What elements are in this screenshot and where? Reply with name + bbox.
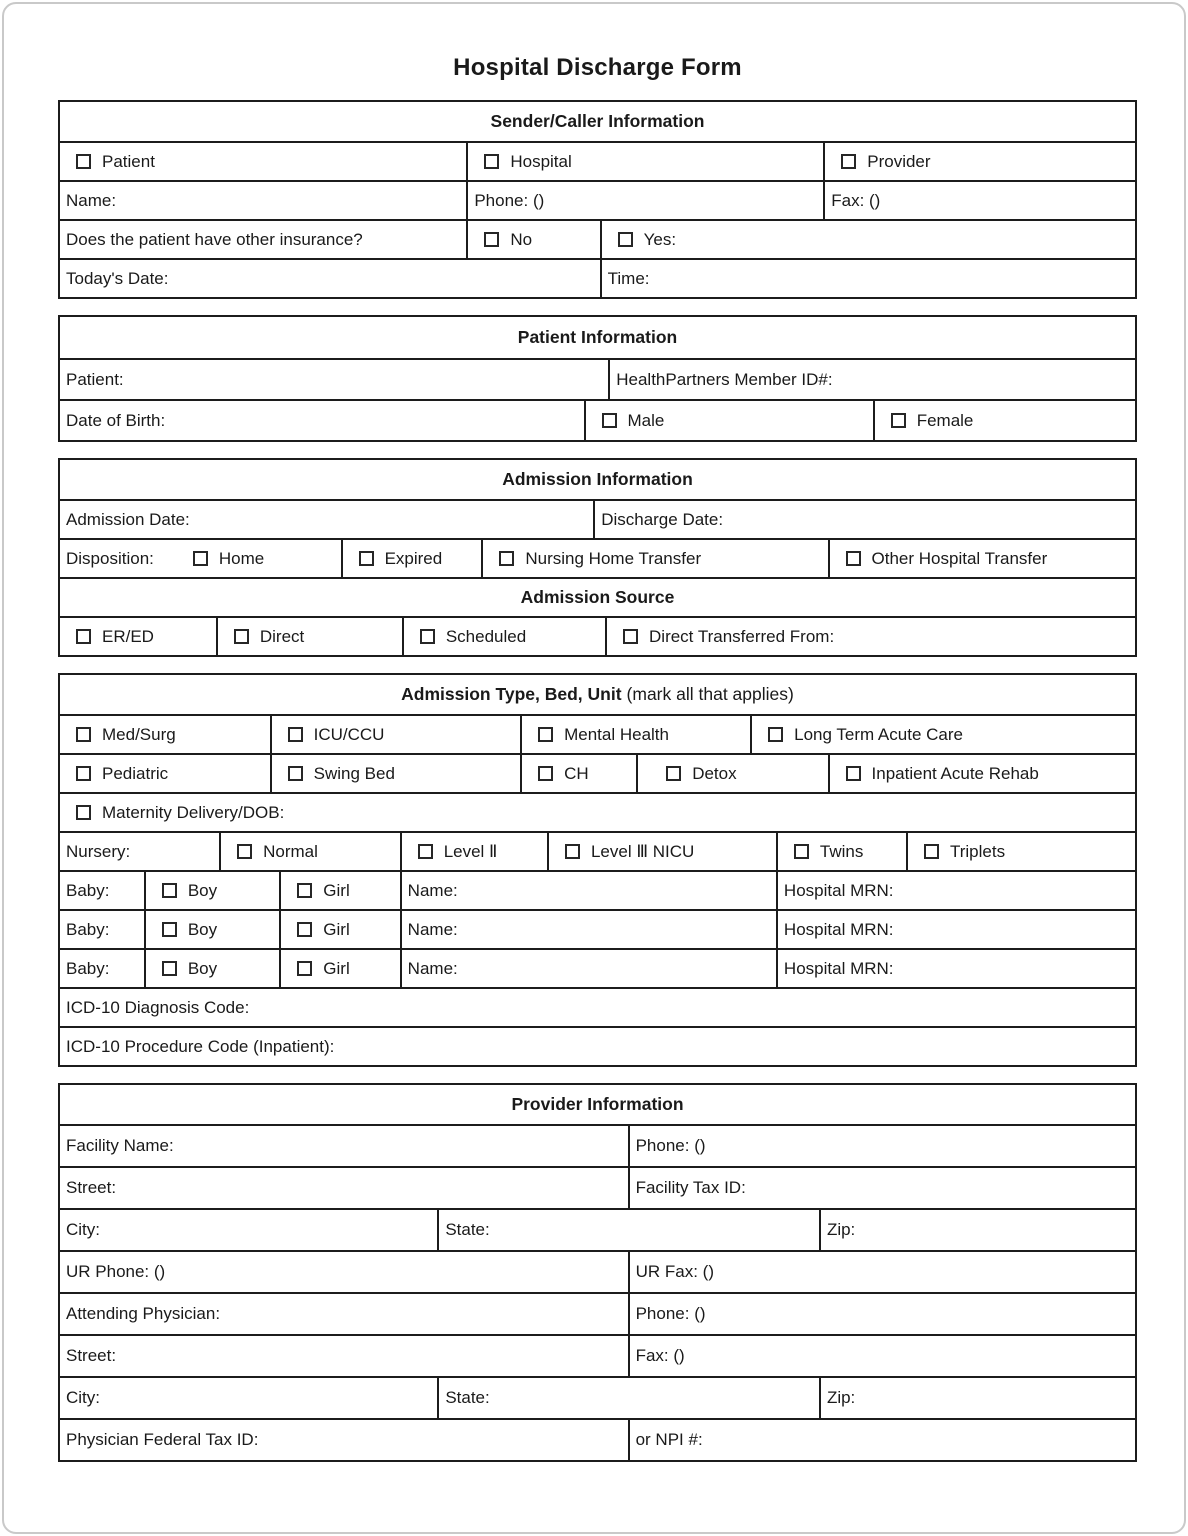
baby3-girl-checkbox[interactable] (297, 961, 312, 976)
maternity-cell[interactable] (60, 794, 1135, 831)
maternity-checkbox[interactable] (76, 805, 91, 820)
source-er-ed-checkbox[interactable] (76, 629, 91, 644)
sender-heading: Sender/Caller Information (490, 111, 705, 132)
facility-street-label: Street: (66, 1178, 117, 1198)
icd-diagnosis-label: ICD-10 Diagnosis Code: (66, 997, 250, 1017)
todays-date-label: Today's Date: (66, 268, 169, 288)
facility-name-field[interactable] (60, 1126, 628, 1166)
provider-info-section (58, 1083, 1137, 1462)
facility-city-row (60, 1208, 1135, 1250)
patient-info-section (58, 315, 1137, 442)
baby-row-1 (60, 870, 1135, 909)
swing-bed-cell (270, 755, 520, 792)
member-id-label: HealthPartners Member ID#: (616, 369, 833, 389)
disposition-expired-cell (341, 540, 482, 577)
baby3-mrn-label: Hospital MRN: (783, 958, 894, 978)
nursery-triplets-label: Triplets (949, 841, 1006, 861)
discharge-date-label: Discharge Date: (601, 509, 724, 529)
insurance-row (60, 219, 1135, 258)
sender-type-row (60, 141, 1135, 180)
time-label: Time: (607, 268, 650, 288)
sender-patient-cell (60, 143, 466, 180)
admission-type-heading: Admission Type, Bed, Unit (401, 684, 622, 705)
patient-id-row (60, 358, 1135, 399)
baby1-mrn-field[interactable] (776, 872, 1135, 909)
baby2-boy-cell (144, 911, 279, 948)
sender-hospital-cell (466, 143, 823, 180)
ch-cell (520, 755, 636, 792)
ltac-label: Long Term Acute Care (794, 724, 963, 744)
baby2-mrn-label: Hospital MRN: (783, 919, 894, 939)
source-er-ed-cell (60, 618, 216, 655)
hospital-checkbox[interactable] (484, 154, 499, 169)
insurance-yes-label: Yes: (643, 229, 677, 249)
source-scheduled-cell (402, 618, 605, 655)
disposition-label: Disposition: (66, 548, 154, 568)
maternity-row (60, 792, 1135, 831)
provider-heading-row (60, 1085, 1135, 1124)
disposition-other-hospital-label: Other Hospital Transfer (871, 548, 1048, 568)
physician-city-field[interactable] (60, 1378, 437, 1418)
physician-city-row (60, 1376, 1135, 1418)
icd-procedure-label: ICD-10 Procedure Code (Inpatient): (66, 1036, 335, 1056)
sender-caller-section (58, 100, 1137, 299)
baby1-girl-label: Girl (323, 880, 350, 900)
baby3-girl-label: Girl (323, 958, 350, 978)
todays-date-field[interactable] (60, 260, 600, 297)
nursery-level3-nicu-cell (547, 833, 776, 870)
source-direct-checkbox[interactable] (234, 629, 249, 644)
nursery-level2-cell (400, 833, 547, 870)
pediatric-label: Pediatric (102, 763, 169, 783)
female-label: Female (916, 410, 974, 430)
disposition-home-cell (60, 540, 341, 577)
female-checkbox[interactable] (891, 413, 906, 428)
baby1-name-label: Name: (407, 880, 458, 900)
med-surg-checkbox[interactable] (76, 727, 91, 742)
baby3-boy-checkbox[interactable] (162, 961, 177, 976)
npi-field[interactable] (628, 1420, 1135, 1460)
baby2-girl-checkbox[interactable] (297, 922, 312, 937)
sender-name-field[interactable] (60, 182, 466, 219)
type-row-2 (60, 753, 1135, 792)
physician-phone-label: Phone: () (635, 1304, 706, 1324)
baby1-label: Baby: (66, 880, 110, 900)
facility-state-label: State: (445, 1220, 490, 1240)
baby1-girl-checkbox[interactable] (297, 883, 312, 898)
baby2-label: Baby: (66, 919, 110, 939)
disposition-expired-checkbox[interactable] (359, 551, 374, 566)
nursery-normal-checkbox[interactable] (237, 844, 252, 859)
admission-dates-row (60, 499, 1135, 538)
insurance-yes-cell[interactable] (600, 221, 1135, 258)
nursery-normal-label: Normal (263, 841, 318, 861)
inpatient-rehab-checkbox[interactable] (846, 766, 861, 781)
ur-phone-label: UR Phone: () (66, 1262, 166, 1282)
physician-fed-tax-id-label: Physician Federal Tax ID: (66, 1430, 259, 1450)
baby3-girl-cell (279, 950, 399, 987)
dob-field[interactable] (60, 401, 584, 440)
baby3-name-label: Name: (407, 958, 458, 978)
sender-contact-row (60, 180, 1135, 219)
baby2-name-field[interactable] (400, 911, 776, 948)
physician-fax-field[interactable] (628, 1336, 1135, 1376)
baby1-name-field[interactable] (400, 872, 776, 909)
baby1-boy-label: Boy (187, 880, 218, 900)
physician-fax-label: Fax: () (635, 1346, 685, 1366)
page-title: Hospital Discharge Form (453, 54, 742, 81)
disposition-nursing-home-cell (481, 540, 827, 577)
icu-ccu-cell (270, 716, 520, 753)
icu-ccu-checkbox[interactable] (288, 727, 303, 742)
male-cell (584, 401, 873, 440)
insurance-question-cell (60, 221, 466, 258)
med-surg-cell (60, 716, 270, 753)
ur-fax-label: UR Fax: () (635, 1262, 714, 1282)
ch-label: CH (564, 763, 589, 783)
baby3-label-cell (60, 950, 144, 987)
nursery-triplets-cell (906, 833, 1135, 870)
sender-name-label: Name: (66, 190, 117, 210)
source-direct-label: Direct (259, 626, 305, 646)
detox-checkbox[interactable] (666, 766, 681, 781)
sender-provider-cell (823, 143, 1135, 180)
nursery-level2-checkbox[interactable] (418, 844, 433, 859)
nursery-twins-cell (776, 833, 906, 870)
nursery-twins-label: Twins (819, 841, 864, 861)
admission-date-field[interactable] (60, 501, 593, 538)
detox-cell (636, 755, 827, 792)
physician-state-field[interactable] (437, 1378, 819, 1418)
male-label: Male (627, 410, 665, 430)
baby3-boy-label: Boy (187, 958, 218, 978)
dob-gender-row (60, 399, 1135, 440)
facility-state-field[interactable] (437, 1210, 819, 1250)
pediatric-cell (60, 755, 270, 792)
insurance-no-label: No (510, 229, 533, 249)
time-field[interactable] (600, 260, 1135, 297)
source-direct-transferred-checkbox[interactable] (623, 629, 638, 644)
hospital-checkbox-label: Hospital (510, 151, 572, 171)
member-id-field[interactable] (608, 360, 1135, 399)
inpatient-rehab-label: Inpatient Acute Rehab (871, 763, 1039, 783)
baby3-name-field[interactable] (400, 950, 776, 987)
nursery-row (60, 831, 1135, 870)
facility-city-label: City: (66, 1220, 100, 1240)
patient-heading: Patient Information (517, 327, 678, 348)
admission-source-heading-cell (60, 579, 1135, 616)
insurance-no-checkbox[interactable] (484, 232, 499, 247)
icd-diagnosis-row (60, 987, 1135, 1026)
sender-heading-row (60, 102, 1135, 141)
admission-heading-row (60, 460, 1135, 499)
facility-zip-field[interactable] (819, 1210, 1135, 1250)
baby2-boy-checkbox[interactable] (162, 922, 177, 937)
patient-checkbox-label: Patient (102, 151, 155, 171)
disposition-row (60, 538, 1135, 577)
date-time-row (60, 258, 1135, 297)
admission-type-section (58, 673, 1137, 1067)
baby1-mrn-label: Hospital MRN: (783, 880, 894, 900)
admission-info-section (58, 458, 1137, 657)
nursery-level2-label: Level Ⅱ (443, 841, 498, 861)
patient-checkbox[interactable] (76, 154, 91, 169)
dob-label: Date of Birth: (66, 410, 166, 430)
admission-source-heading: Admission Source (520, 587, 675, 608)
facility-zip-label: Zip: (826, 1220, 856, 1240)
facility-street-row (60, 1166, 1135, 1208)
disposition-other-hospital-cell (828, 540, 1135, 577)
baby3-label: Baby: (66, 958, 110, 978)
icd-procedure-field[interactable] (60, 1028, 1135, 1065)
discharge-date-field[interactable] (593, 501, 1135, 538)
nursery-twins-checkbox[interactable] (794, 844, 809, 859)
admission-source-row (60, 616, 1135, 655)
physician-zip-field[interactable] (819, 1378, 1135, 1418)
disposition-expired-label: Expired (384, 548, 443, 568)
physician-city-label: City: (66, 1388, 100, 1408)
nursery-label: Nursery: (66, 841, 131, 861)
inpatient-rehab-cell (828, 755, 1135, 792)
physician-state-label: State: (445, 1388, 490, 1408)
baby1-boy-checkbox[interactable] (162, 883, 177, 898)
source-scheduled-checkbox[interactable] (420, 629, 435, 644)
nursery-level3-nicu-checkbox[interactable] (565, 844, 580, 859)
disposition-home-label: Home (218, 548, 265, 568)
swing-bed-label: Swing Bed (313, 763, 395, 783)
facility-name-row (60, 1124, 1135, 1166)
disposition-other-hospital-checkbox[interactable] (846, 551, 861, 566)
med-surg-label: Med/Surg (102, 724, 176, 744)
baby2-girl-cell (279, 911, 399, 948)
source-er-ed-label: ER/ED (102, 626, 154, 646)
sender-phone-field[interactable] (466, 182, 823, 219)
nursery-label-cell (60, 833, 219, 870)
facility-tax-id-field[interactable] (628, 1168, 1135, 1208)
type-row-1 (60, 714, 1135, 753)
physician-phone-field[interactable] (628, 1294, 1135, 1334)
provider-heading-cell (60, 1085, 1135, 1124)
baby1-girl-cell (279, 872, 399, 909)
physician-zip-label: Zip: (826, 1388, 856, 1408)
baby1-boy-cell (144, 872, 279, 909)
swing-bed-checkbox[interactable] (288, 766, 303, 781)
source-direct-transferred-label: Direct Transferred From: (649, 626, 835, 646)
baby3-mrn-field[interactable] (776, 950, 1135, 987)
attending-physician-field[interactable] (60, 1294, 628, 1334)
ur-phone-row (60, 1250, 1135, 1292)
mental-health-cell (520, 716, 750, 753)
physician-street-field[interactable] (60, 1336, 628, 1376)
facility-tax-id-label: Facility Tax ID: (635, 1178, 746, 1198)
insurance-question-label: Does the patient have other insurance? (66, 229, 363, 249)
sender-heading-cell (60, 102, 1135, 141)
mental-health-checkbox[interactable] (538, 727, 553, 742)
provider-heading: Provider Information (511, 1094, 684, 1115)
sender-fax-label: Fax: () (831, 190, 881, 210)
patient-name-field[interactable] (60, 360, 608, 399)
detox-label: Detox (692, 763, 737, 783)
source-scheduled-label: Scheduled (445, 626, 527, 646)
physician-fed-tax-id-field[interactable] (60, 1420, 628, 1460)
admission-source-heading-row (60, 577, 1135, 616)
facility-name-label: Facility Name: (66, 1136, 174, 1156)
sender-phone-label: Phone: () (474, 190, 545, 210)
ur-phone-field[interactable] (60, 1252, 628, 1292)
admission-type-heading-cell (60, 675, 1135, 714)
icd-diagnosis-field[interactable] (60, 989, 1135, 1026)
admission-type-heading-note: (mark all that applies) (626, 684, 794, 705)
ltac-cell (750, 716, 1135, 753)
disposition-home-checkbox[interactable] (193, 551, 208, 566)
admission-heading-cell (60, 460, 1135, 499)
baby2-boy-label: Boy (187, 919, 218, 939)
nursery-normal-cell (219, 833, 400, 870)
physician-street-label: Street: (66, 1346, 117, 1366)
ch-checkbox[interactable] (538, 766, 553, 781)
admission-heading: Admission Information (502, 469, 693, 490)
baby2-name-label: Name: (407, 919, 458, 939)
patient-heading-row (60, 317, 1135, 358)
provider-checkbox[interactable] (841, 154, 856, 169)
insurance-yes-checkbox[interactable] (618, 232, 633, 247)
ur-fax-field[interactable] (628, 1252, 1135, 1292)
baby2-label-cell (60, 911, 144, 948)
physician-street-row (60, 1334, 1135, 1376)
nursery-triplets-checkbox[interactable] (924, 844, 939, 859)
male-checkbox[interactable] (602, 413, 617, 428)
icu-ccu-label: ICU/CCU (313, 724, 385, 744)
tax-id-npi-row (60, 1418, 1135, 1460)
sender-fax-field[interactable] (823, 182, 1135, 219)
source-direct-transferred-cell[interactable] (605, 618, 1135, 655)
facility-street-field[interactable] (60, 1168, 628, 1208)
pediatric-checkbox[interactable] (76, 766, 91, 781)
attending-physician-label: Attending Physician: (66, 1304, 221, 1324)
source-direct-cell (216, 618, 402, 655)
ltac-checkbox[interactable] (768, 727, 783, 742)
baby2-mrn-field[interactable] (776, 911, 1135, 948)
attending-physician-row (60, 1292, 1135, 1334)
facility-city-field[interactable] (60, 1210, 437, 1250)
insurance-no-cell (466, 221, 599, 258)
female-cell (873, 401, 1135, 440)
patient-name-label: Patient: (66, 369, 124, 389)
npi-label: or NPI #: (635, 1430, 703, 1450)
baby2-girl-label: Girl (323, 919, 350, 939)
nursery-level3-nicu-label: Level Ⅲ NICU (590, 841, 695, 861)
facility-phone-field[interactable] (628, 1126, 1135, 1166)
baby-row-2 (60, 909, 1135, 948)
baby1-label-cell (60, 872, 144, 909)
maternity-label: Maternity Delivery/DOB: (102, 802, 285, 822)
baby-row-3 (60, 948, 1135, 987)
facility-phone-label: Phone: () (635, 1136, 706, 1156)
admission-date-label: Admission Date: (66, 509, 190, 529)
baby3-boy-cell (144, 950, 279, 987)
admission-type-heading-row (60, 675, 1135, 714)
provider-checkbox-label: Provider (867, 151, 931, 171)
disposition-nursing-home-checkbox[interactable] (499, 551, 514, 566)
mental-health-label: Mental Health (564, 724, 669, 744)
disposition-nursing-home-label: Nursing Home Transfer (525, 548, 702, 568)
patient-heading-cell (60, 317, 1135, 358)
icd-procedure-row (60, 1026, 1135, 1065)
